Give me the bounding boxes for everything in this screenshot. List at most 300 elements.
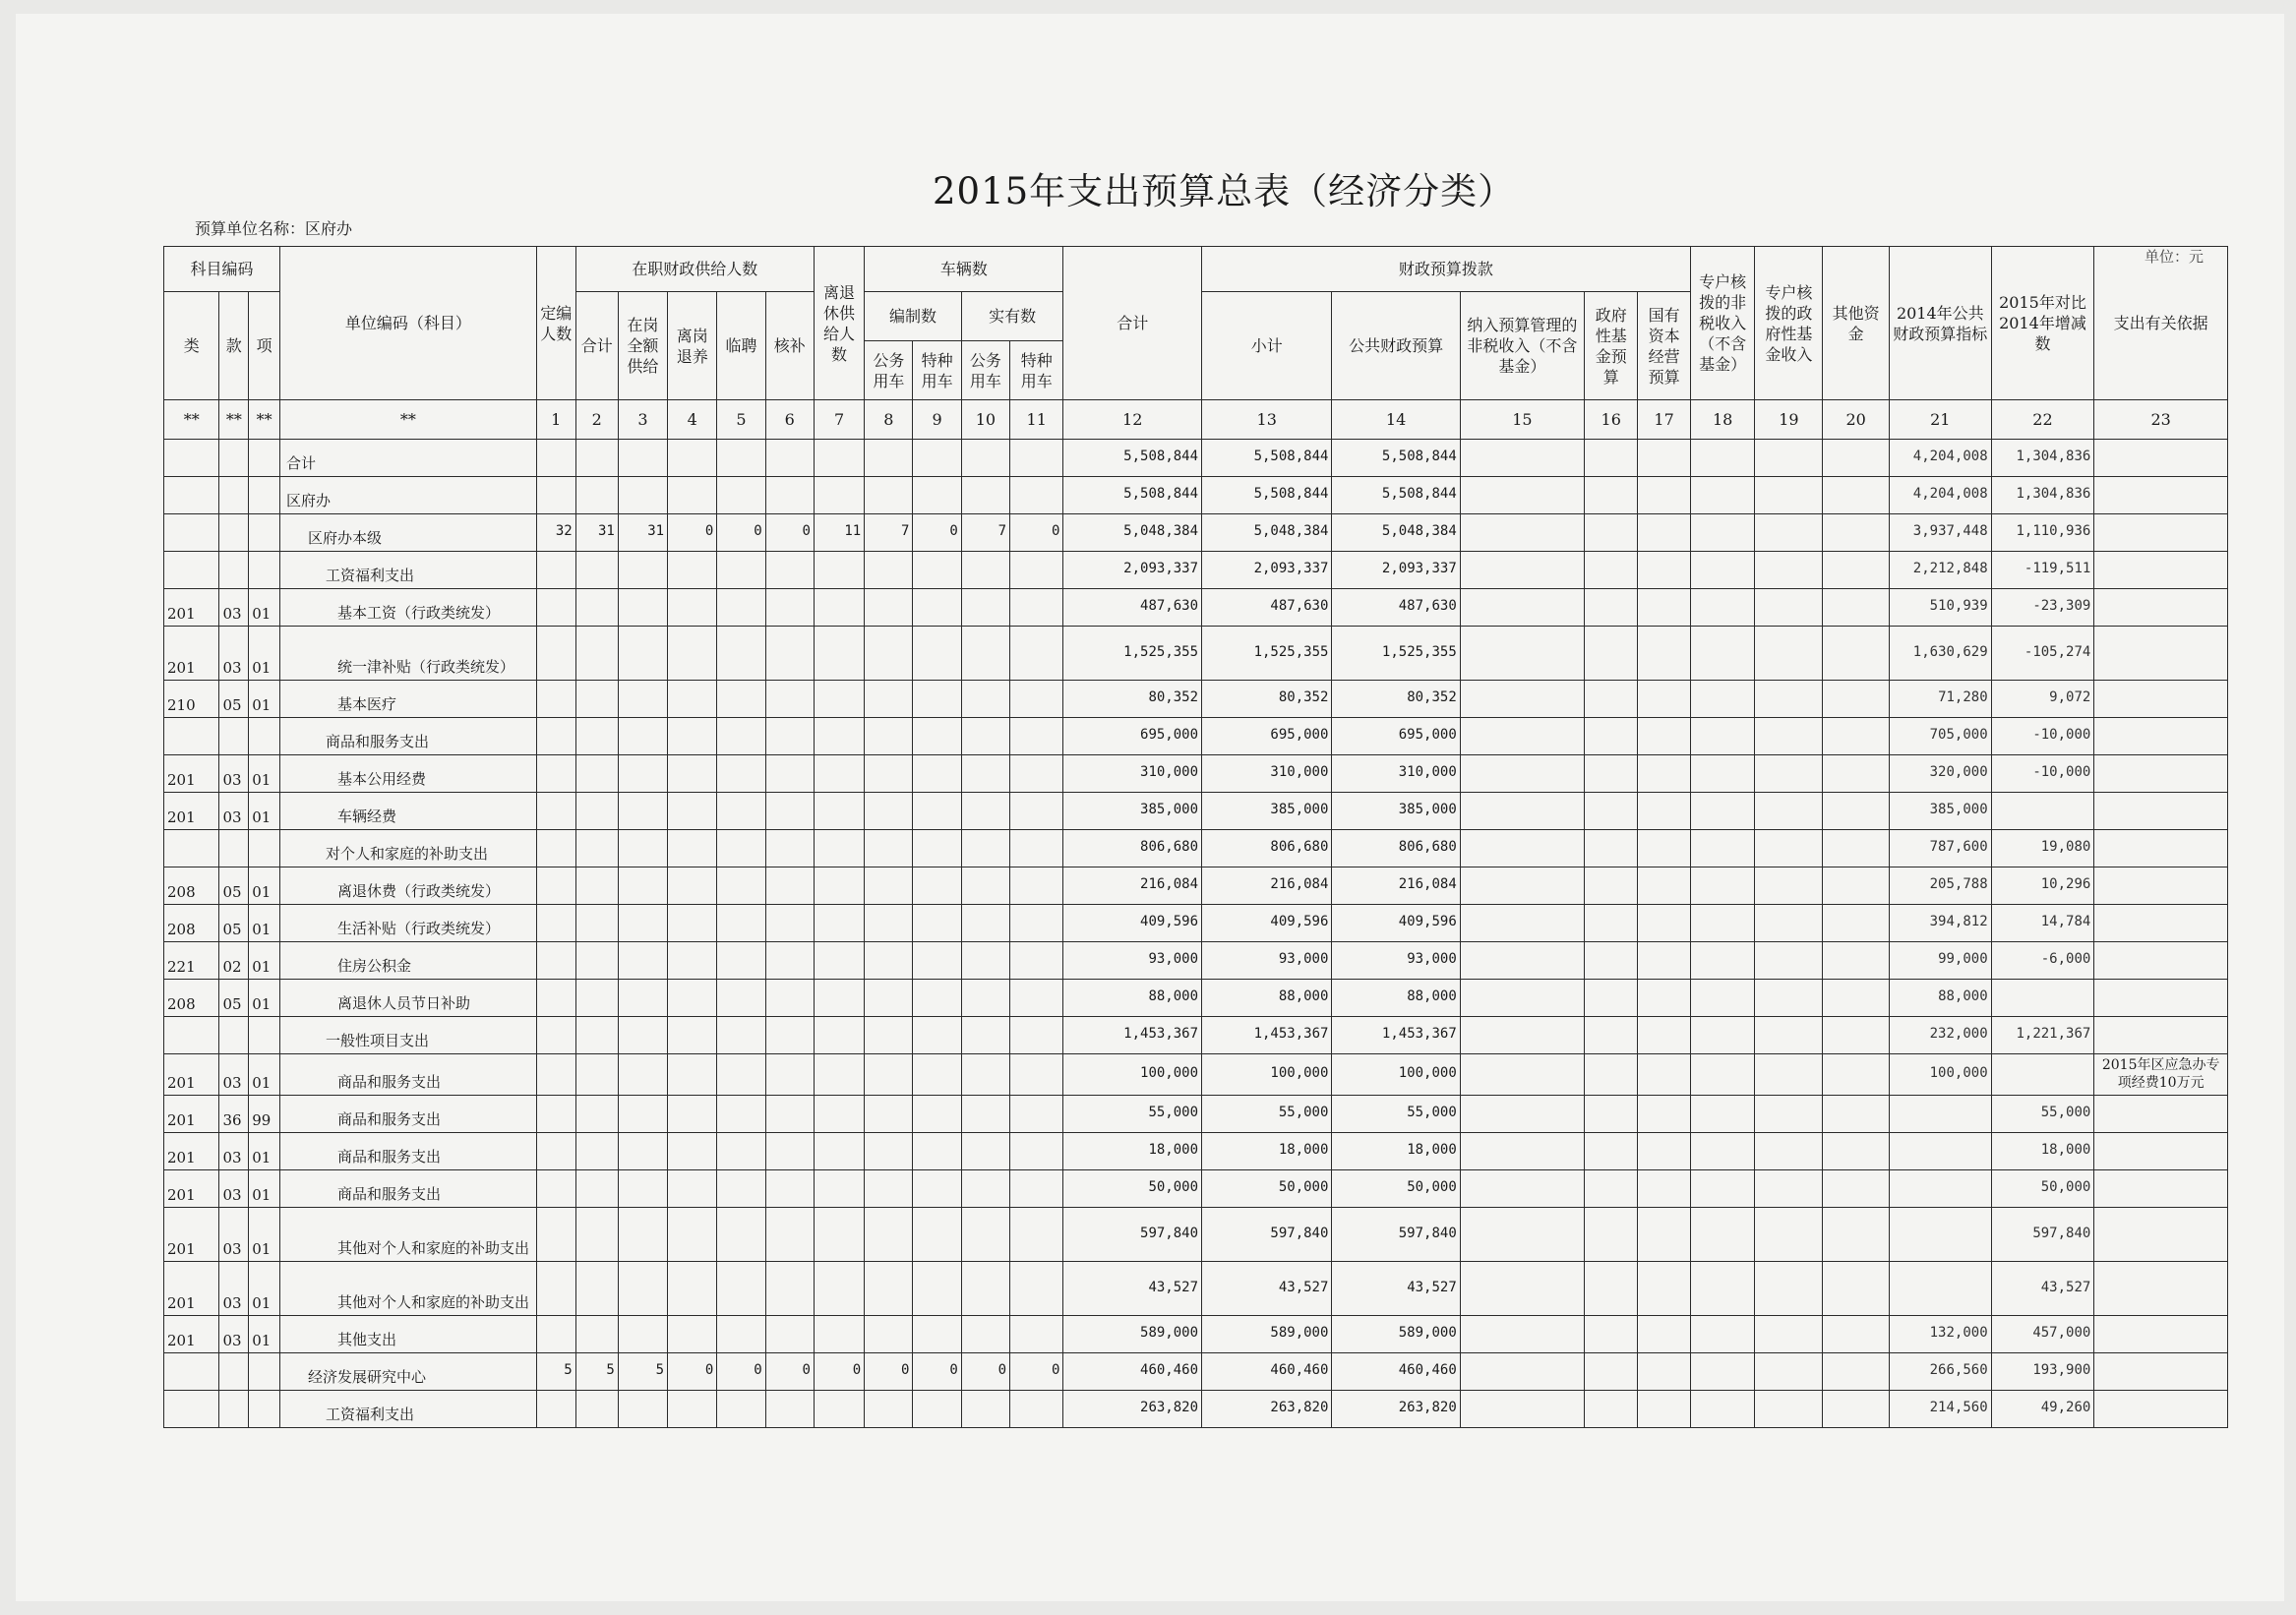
headcount-cell xyxy=(1010,1054,1063,1096)
item-name-cell xyxy=(280,1316,537,1353)
change-cell: 10,296 xyxy=(1991,867,2094,905)
empty-cell xyxy=(1460,440,1584,477)
empty-cell xyxy=(1460,1353,1584,1391)
subtotal-cell: 2,093,337 xyxy=(1202,552,1332,589)
item-name: 住房公积金 xyxy=(337,957,412,975)
total-cell: 50,000 xyxy=(1063,1170,1202,1208)
total-cell: 5,048,384 xyxy=(1063,514,1202,552)
headcount-cell xyxy=(1010,477,1063,514)
lei-header: 类 xyxy=(164,292,219,400)
empty-cell xyxy=(1460,755,1584,793)
headcount-cell xyxy=(668,942,717,980)
subtotal-cell: 806,680 xyxy=(1202,830,1332,867)
public-budget-header: 公共财政预算 xyxy=(1332,292,1460,400)
headcount-cell xyxy=(814,830,864,867)
empty-cell xyxy=(1823,681,1890,718)
headcount-cell: 0 xyxy=(961,1353,1009,1391)
kuan-cell: 03 xyxy=(219,1133,249,1170)
empty-cell xyxy=(1755,1133,1823,1170)
public-budget-cell: 589,000 xyxy=(1332,1316,1460,1353)
headcount-cell xyxy=(536,627,575,681)
empty-cell xyxy=(1823,830,1890,867)
headcount-cell xyxy=(961,718,1009,755)
lei-cell xyxy=(164,830,219,867)
table-row xyxy=(164,627,2228,681)
kuan-cell: 03 xyxy=(219,589,249,627)
headcount-cell xyxy=(536,1170,575,1208)
empty-cell xyxy=(1638,830,1690,867)
change-cell: 14,784 xyxy=(1991,905,2094,942)
empty-cell xyxy=(1755,1316,1823,1353)
empty-cell xyxy=(1585,905,1638,942)
headcount-cell xyxy=(961,1316,1009,1353)
public-budget-cell: 5,508,844 xyxy=(1332,440,1460,477)
headcount-cell xyxy=(575,1391,618,1428)
headcount-cell xyxy=(814,793,864,830)
empty-cell xyxy=(1690,1391,1755,1428)
subtotal-cell: 50,000 xyxy=(1202,1170,1332,1208)
headcount-cell: 7 xyxy=(961,514,1009,552)
veh-quota-header: 编制数 xyxy=(865,292,962,341)
headcount-cell xyxy=(765,589,814,627)
headcount-cell xyxy=(865,830,913,867)
empty-cell xyxy=(1585,755,1638,793)
table-row xyxy=(164,1208,2228,1262)
item-name-cell xyxy=(280,1017,537,1054)
item-name: 其他对个人和家庭的补助支出 xyxy=(337,1239,530,1257)
table-row xyxy=(164,980,2228,1017)
lei-cell: 201 xyxy=(164,1096,219,1133)
total-cell: 2,093,337 xyxy=(1063,552,1202,589)
headcount-cell xyxy=(814,1054,864,1096)
table-row xyxy=(164,755,2228,793)
headcount-cell xyxy=(814,1133,864,1170)
headcount-cell xyxy=(717,1133,765,1170)
special-nontax-header: 专户核拨的非税收入（不含基金） xyxy=(1690,247,1755,400)
column-number-cell: 10 xyxy=(961,400,1009,440)
empty-cell xyxy=(1585,830,1638,867)
xiang-cell: 01 xyxy=(249,793,280,830)
y2014-cell: 1,630,629 xyxy=(1889,627,1991,681)
empty-cell xyxy=(1638,1017,1690,1054)
item-name-cell xyxy=(280,1391,537,1428)
headcount-cell xyxy=(865,1262,913,1316)
on-retire-header: 离岗退养 xyxy=(668,292,717,400)
xiang-cell xyxy=(249,830,280,867)
empty-cell xyxy=(1638,681,1690,718)
column-number-cell: 7 xyxy=(814,400,864,440)
empty-cell xyxy=(1690,942,1755,980)
headcount-cell xyxy=(961,905,1009,942)
empty-cell xyxy=(1585,627,1638,681)
public-budget-cell: 263,820 xyxy=(1332,1391,1460,1428)
y2014-cell: 232,000 xyxy=(1889,1017,1991,1054)
xiang-cell: 01 xyxy=(249,1054,280,1096)
headcount-cell xyxy=(618,589,667,627)
headcount-cell xyxy=(814,440,864,477)
subtotal-cell: 409,596 xyxy=(1202,905,1332,942)
lei-cell: 201 xyxy=(164,1262,219,1316)
column-number-cell: 3 xyxy=(618,400,667,440)
empty-cell xyxy=(1585,1054,1638,1096)
y2014-cell: 214,560 xyxy=(1889,1391,1991,1428)
item-name: 离退休人员节日补助 xyxy=(337,994,471,1012)
headcount-cell xyxy=(961,589,1009,627)
empty-cell xyxy=(1638,867,1690,905)
empty-cell xyxy=(1755,755,1823,793)
lei-cell xyxy=(164,1391,219,1428)
headcount-cell xyxy=(618,718,667,755)
item-name: 其他对个人和家庭的补助支出 xyxy=(337,1293,530,1311)
empty-cell xyxy=(1638,440,1690,477)
empty-cell xyxy=(1638,1316,1690,1353)
change-cell: 1,304,836 xyxy=(1991,440,2094,477)
headcount-cell xyxy=(961,552,1009,589)
xiang-cell xyxy=(249,477,280,514)
empty-cell xyxy=(1823,1170,1890,1208)
headcount-cell xyxy=(618,1391,667,1428)
empty-cell xyxy=(1690,793,1755,830)
subtotal-cell: 55,000 xyxy=(1202,1096,1332,1133)
public-budget-cell: 2,093,337 xyxy=(1332,552,1460,589)
subtotal-cell: 487,630 xyxy=(1202,589,1332,627)
subtotal-cell: 88,000 xyxy=(1202,980,1332,1017)
basis-cell xyxy=(2094,1017,2228,1054)
column-number-cell: ** xyxy=(280,400,537,440)
empty-cell xyxy=(1690,1017,1755,1054)
headcount-cell xyxy=(717,627,765,681)
veh-actual-header: 实有数 xyxy=(961,292,1063,341)
empty-cell xyxy=(1585,1391,1638,1428)
budget-table xyxy=(163,246,2228,1428)
y2014-cell: 266,560 xyxy=(1889,1353,1991,1391)
basis-cell xyxy=(2094,1208,2228,1262)
empty-cell xyxy=(1823,1133,1890,1170)
headcount-cell xyxy=(575,942,618,980)
xiang-cell: 01 xyxy=(249,905,280,942)
change-cell xyxy=(1991,980,2094,1017)
headcount-cell xyxy=(536,1017,575,1054)
headcount-cell xyxy=(961,1133,1009,1170)
headcount-cell xyxy=(961,942,1009,980)
budget-unit-name: 预算单位名称：区府办 xyxy=(195,219,353,238)
table-row xyxy=(164,1391,2228,1428)
basis-cell xyxy=(2094,830,2228,867)
item-name: 合计 xyxy=(286,454,317,472)
headcount-cell xyxy=(717,1017,765,1054)
headcount-cell xyxy=(961,681,1009,718)
headcount-cell xyxy=(865,1316,913,1353)
xiang-cell: 01 xyxy=(249,681,280,718)
column-number-cell: 4 xyxy=(668,400,717,440)
headcount-cell xyxy=(668,867,717,905)
empty-cell xyxy=(1585,942,1638,980)
kuan-cell: 05 xyxy=(219,905,249,942)
empty-cell xyxy=(1755,830,1823,867)
column-number-cell: 21 xyxy=(1889,400,1991,440)
total-cell: 1,525,355 xyxy=(1063,627,1202,681)
y2014-cell: 205,788 xyxy=(1889,867,1991,905)
empty-cell xyxy=(1460,867,1584,905)
headcount-cell xyxy=(814,755,864,793)
y2014-cell xyxy=(1889,1133,1991,1170)
empty-cell xyxy=(1823,942,1890,980)
headcount-cell xyxy=(618,980,667,1017)
headcount-cell xyxy=(913,1017,961,1054)
empty-cell xyxy=(1690,477,1755,514)
total-cell: 385,000 xyxy=(1063,793,1202,830)
headcount-cell: 11 xyxy=(814,514,864,552)
kuan-cell xyxy=(219,552,249,589)
basis-cell xyxy=(2094,1391,2228,1428)
headcount-cell xyxy=(536,1208,575,1262)
change-cell: 50,000 xyxy=(1991,1170,2094,1208)
table-row xyxy=(164,1133,2228,1170)
empty-cell xyxy=(1638,1096,1690,1133)
headcount-cell xyxy=(814,980,864,1017)
budget-rows xyxy=(164,440,2228,1428)
headcount-cell xyxy=(913,1391,961,1428)
xiang-cell xyxy=(249,718,280,755)
headcount-cell xyxy=(717,1096,765,1133)
empty-cell xyxy=(1460,1133,1584,1170)
headcount-cell xyxy=(575,1096,618,1133)
item-name: 商品和服务支出 xyxy=(337,1110,442,1128)
y2014-header: 2014年公共财政预算指标 xyxy=(1889,247,1991,400)
change-cell: 9,072 xyxy=(1991,681,2094,718)
item-name-cell xyxy=(280,755,537,793)
lei-cell xyxy=(164,440,219,477)
empty-cell xyxy=(1755,942,1823,980)
item-name: 经济发展研究中心 xyxy=(308,1368,427,1386)
headcount-cell xyxy=(618,830,667,867)
headcount-cell xyxy=(865,552,913,589)
headcount-cell xyxy=(913,1316,961,1353)
headcount-cell xyxy=(1010,1170,1063,1208)
headcount-cell xyxy=(717,980,765,1017)
headcount-cell xyxy=(618,1170,667,1208)
total-header: 合计 xyxy=(1063,247,1202,400)
item-name: 基本公用经费 xyxy=(337,770,427,788)
empty-cell xyxy=(1755,1353,1823,1391)
headcount-cell xyxy=(717,830,765,867)
empty-cell xyxy=(1823,905,1890,942)
item-name: 车辆经费 xyxy=(337,808,397,825)
item-name-cell xyxy=(280,1133,537,1170)
column-number-cell: 17 xyxy=(1638,400,1690,440)
empty-cell xyxy=(1638,514,1690,552)
basis-cell xyxy=(2094,980,2228,1017)
headcount-cell xyxy=(668,1133,717,1170)
fiscal-header: 财政预算拨款 xyxy=(1202,247,1691,292)
headcount-cell xyxy=(717,1208,765,1262)
empty-cell xyxy=(1460,718,1584,755)
empty-cell xyxy=(1585,867,1638,905)
table-row xyxy=(164,718,2228,755)
item-name-cell xyxy=(280,1096,537,1133)
subtotal-header: 小计 xyxy=(1202,292,1332,400)
kuan-cell: 03 xyxy=(219,793,249,830)
headcount-cell: 0 xyxy=(913,514,961,552)
headcount-cell xyxy=(1010,1208,1063,1262)
change-cell: 193,900 xyxy=(1991,1353,2094,1391)
empty-cell xyxy=(1690,1353,1755,1391)
empty-cell xyxy=(1690,1208,1755,1262)
table-row xyxy=(164,514,2228,552)
basis-cell xyxy=(2094,1133,2228,1170)
headcount-cell xyxy=(1010,942,1063,980)
headcount-cell xyxy=(865,942,913,980)
subtotal-cell: 18,000 xyxy=(1202,1133,1332,1170)
empty-cell xyxy=(1823,514,1890,552)
headcount-cell xyxy=(913,440,961,477)
headcount-cell xyxy=(575,1262,618,1316)
xiang-cell xyxy=(249,1017,280,1054)
empty-cell xyxy=(1823,1017,1890,1054)
table-row xyxy=(164,830,2228,867)
empty-cell xyxy=(1755,681,1823,718)
item-name: 工资福利支出 xyxy=(326,567,415,584)
headcount-cell xyxy=(618,867,667,905)
empty-cell xyxy=(1638,718,1690,755)
public-budget-cell: 55,000 xyxy=(1332,1096,1460,1133)
basis-cell xyxy=(2094,942,2228,980)
item-name-cell xyxy=(280,1208,537,1262)
headcount-cell: 0 xyxy=(668,514,717,552)
empty-cell xyxy=(1638,1054,1690,1096)
basis-cell xyxy=(2094,1262,2228,1316)
public-budget-cell: 806,680 xyxy=(1332,830,1460,867)
public-budget-cell: 100,000 xyxy=(1332,1054,1460,1096)
lei-cell xyxy=(164,552,219,589)
headcount-cell xyxy=(865,440,913,477)
headcount-cell xyxy=(814,552,864,589)
item-name: 一般性项目支出 xyxy=(326,1032,430,1049)
empty-cell xyxy=(1460,1262,1584,1316)
basis-cell xyxy=(2094,1353,2228,1391)
table-row xyxy=(164,1262,2228,1316)
empty-cell xyxy=(1823,793,1890,830)
headcount-cell xyxy=(961,1391,1009,1428)
headcount-cell: 5 xyxy=(536,1353,575,1391)
subtotal-cell: 460,460 xyxy=(1202,1353,1332,1391)
empty-cell xyxy=(1755,905,1823,942)
headcount-cell xyxy=(536,477,575,514)
total-cell: 487,630 xyxy=(1063,589,1202,627)
on-subsidy-header: 核补 xyxy=(765,292,814,400)
lei-cell: 201 xyxy=(164,589,219,627)
basis-cell xyxy=(2094,755,2228,793)
lei-cell xyxy=(164,1017,219,1054)
kuan-cell xyxy=(219,514,249,552)
headcount-cell xyxy=(668,1316,717,1353)
kuan-cell: 03 xyxy=(219,1208,249,1262)
lei-cell: 201 xyxy=(164,1170,219,1208)
change-cell: 55,000 xyxy=(1991,1096,2094,1133)
headcount-cell xyxy=(536,589,575,627)
subtotal-cell: 5,508,844 xyxy=(1202,477,1332,514)
kuan-cell xyxy=(219,440,249,477)
empty-cell xyxy=(1460,1017,1584,1054)
on-staff-header: 在职财政供给人数 xyxy=(575,247,814,292)
headcount-cell xyxy=(913,681,961,718)
headcount-cell xyxy=(668,830,717,867)
headcount-cell xyxy=(765,552,814,589)
headcount-cell xyxy=(961,1208,1009,1262)
lei-cell: 201 xyxy=(164,1208,219,1262)
total-cell: 80,352 xyxy=(1063,681,1202,718)
empty-cell xyxy=(1823,1208,1890,1262)
headcount-cell xyxy=(575,552,618,589)
basis-cell xyxy=(2094,867,2228,905)
headcount-cell xyxy=(913,552,961,589)
headcount-cell xyxy=(913,793,961,830)
total-cell: 460,460 xyxy=(1063,1353,1202,1391)
headcount-cell xyxy=(814,1208,864,1262)
headcount-cell xyxy=(1010,627,1063,681)
on-temp-header: 临聘 xyxy=(717,292,765,400)
headcount-cell xyxy=(575,755,618,793)
empty-cell xyxy=(1585,718,1638,755)
item-name: 离退休费（行政类统发） xyxy=(337,882,501,900)
on-full-header: 在岗全额供给 xyxy=(618,292,667,400)
basis-cell xyxy=(2094,1316,2228,1353)
headcount-cell xyxy=(575,718,618,755)
empty-cell xyxy=(1755,1208,1823,1262)
headcount-cell xyxy=(961,980,1009,1017)
headcount-cell xyxy=(1010,1316,1063,1353)
change-cell xyxy=(1991,793,2094,830)
headcount-cell xyxy=(961,793,1009,830)
table-row xyxy=(164,477,2228,514)
headcount-cell xyxy=(913,942,961,980)
item-name: 基本工资（行政类统发） xyxy=(337,604,501,622)
staff-quota-header: 定编人数 xyxy=(536,247,575,400)
headcount-cell xyxy=(961,1017,1009,1054)
xiang-cell: 01 xyxy=(249,1133,280,1170)
empty-cell xyxy=(1638,755,1690,793)
headcount-cell xyxy=(536,793,575,830)
subtotal-cell: 695,000 xyxy=(1202,718,1332,755)
subtotal-cell: 80,352 xyxy=(1202,681,1332,718)
empty-cell xyxy=(1690,627,1755,681)
item-name: 商品和服务支出 xyxy=(337,1148,442,1166)
public-budget-cell: 80,352 xyxy=(1332,681,1460,718)
total-cell: 589,000 xyxy=(1063,1316,1202,1353)
headcount-cell xyxy=(913,477,961,514)
table-row xyxy=(164,681,2228,718)
empty-cell xyxy=(1460,980,1584,1017)
subtotal-cell: 310,000 xyxy=(1202,755,1332,793)
headcount-cell xyxy=(913,589,961,627)
change-cell xyxy=(1991,1054,2094,1096)
headcount-cell xyxy=(765,440,814,477)
column-number-cell: 2 xyxy=(575,400,618,440)
empty-cell xyxy=(1755,627,1823,681)
empty-cell xyxy=(1638,1170,1690,1208)
empty-cell xyxy=(1585,514,1638,552)
headcount-cell: 31 xyxy=(618,514,667,552)
subtotal-cell: 1,453,367 xyxy=(1202,1017,1332,1054)
empty-cell xyxy=(1690,440,1755,477)
column-number-cell: 16 xyxy=(1585,400,1638,440)
empty-cell xyxy=(1755,1054,1823,1096)
table-row xyxy=(164,867,2228,905)
headcount-cell xyxy=(1010,1262,1063,1316)
item-name-cell xyxy=(280,627,537,681)
lei-cell xyxy=(164,477,219,514)
xiang-cell xyxy=(249,1353,280,1391)
